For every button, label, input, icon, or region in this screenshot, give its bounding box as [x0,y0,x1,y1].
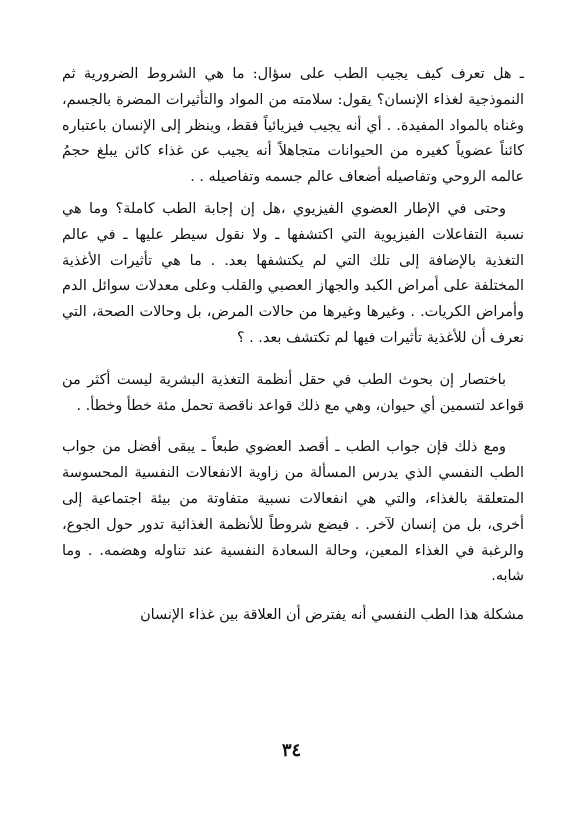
page-body [62,62,524,629]
paragraph-3: باختصار إن بحوث الطب في حقل أنظمة التغذية البشرية ليست أكثر من قواعد لتسمين أي حيوان، وهي مع ذلك قواعد ناقصة تحمل مئة خطأ وخطأ. . [62,371,524,414]
paragraph-5: مشكلة هذا الطب النفسي أنه يفترض أن العلاقة بين غذاء الإنسان [140,607,524,624]
paragraph-2: وحتى في الإطار العضوي الفيزيوي ،هل إن إجابة الطب كاملة؟ وما هي نسبة التفاعلات الفيزيوية التي اكتشفها ـ ولا نقول سيطر عليها ـ في عالم التغذية بالإضافة إلى تلك التي لم يكتشفها بعد. . ما هي تأثيرات الأغذية المختلفة على أمراض الكبد والجهاز العصبي والقلب وعلى معدلات سوائل الدم وأمراض الكريات. . وغيرها وغيرها من حالات المرض، بل وحالات الصحة، التي نعرف أن للأغذية تأثيرات فيها لم تكتشف بعد. . ؟ [62,200,524,346]
paragraph-1: ـ هل تعرف كيف يجيب الطب على سؤال: ما هي الشروط الضرورية ثم النموذجية لغذاء الإنسان؟ يقول: سلامته من المواد والتأثيرات المضرة بالجسم، وغناه بالمواد المفيدة. . أي أنه يجيب فيزيائياً فقط، وينظر إلى الإنسان باعتباره كائناً عضوياً كغيره من الحيوانات متجاهلاً أنه يجيب عن غذاء كائن يبلغ حجمُ عالمه الروحي وتفاصيله أضعاف عالم جسمه وتفاصيله . . [62,66,524,186]
paragraph-4: ومع ذلك فإن جواب الطب ـ أقصد العضوي طبعاً ـ يبقى أفضل من جواب الطب النفسي الذي يدرس المسألة من زاوية الانفعالات النفسية المحسوسة المتعلقة بالغذاء، والتي هي انفعالات نسبية متفاوتة من بيئة اجتماعية إلى أخرى، بل من إنسان لآخر. . فيضع شروطاً للأنظمة الغذائية تدور حول الجوع، والرغبة في الغذاء المعين، وحالة السعادة النفسية عند تناوله وهضمه. . وما شابه. [62,439,524,585]
page-number: ٣٤ [281,740,302,761]
